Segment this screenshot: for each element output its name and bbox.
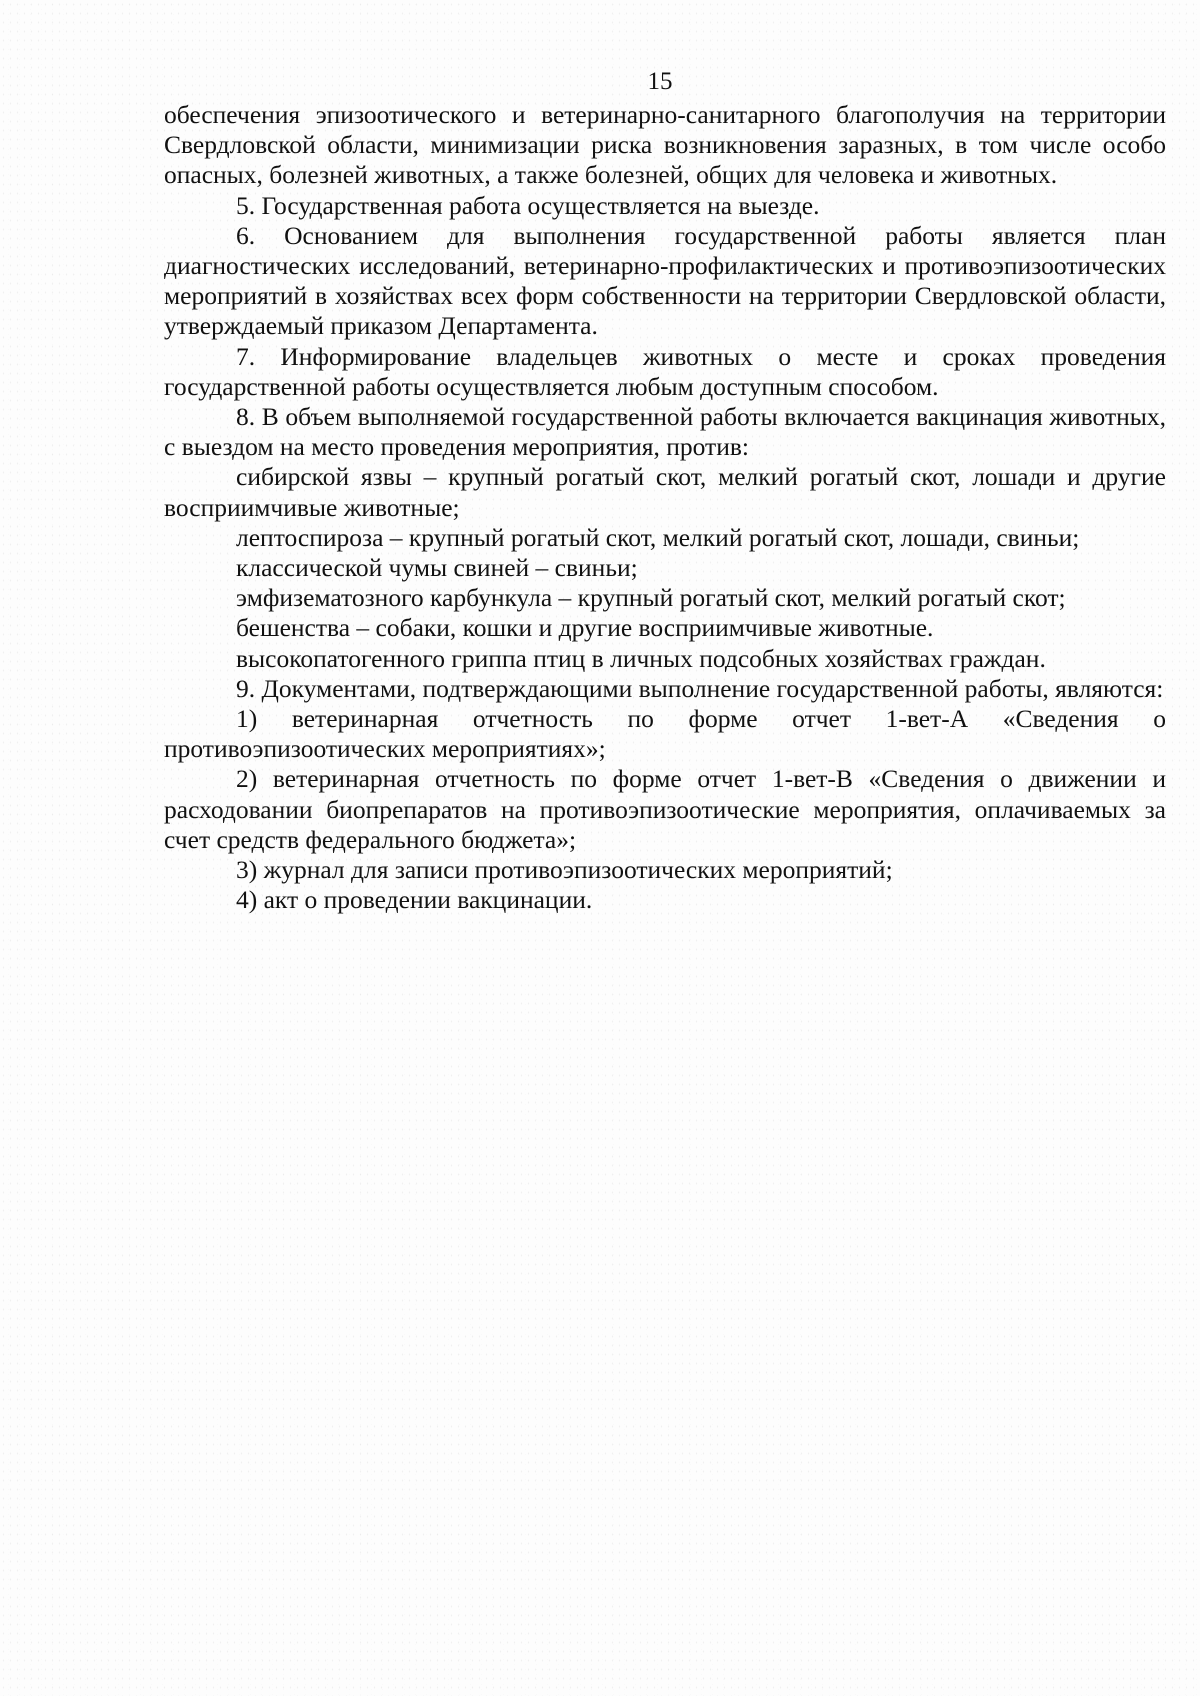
page-number: 15 bbox=[647, 68, 673, 95]
paragraph-item-6: 6. Основанием для выполнения государственной работы является план диагностических исследований, ветеринарно-профилактических и противоэпизоотических мероприятий в хозяйствах всех форм собственности на территории Свердловской области, утверждаемый приказом Департамента. bbox=[164, 220, 1166, 341]
vaccination-swine-fever: классической чумы свиней – свиньи; bbox=[236, 553, 638, 583]
vaccination-avian-influenza: высокопатогенного гриппа птиц в личных подсобных хозяйствах граждан. bbox=[236, 643, 1046, 673]
vaccination-blackleg: эмфизематозного карбункула – крупный рогатый скот, мелкий рогатый скот; bbox=[236, 583, 1066, 613]
document-item-1: 1) ветеринарная отчетность по форме отчет 1-вет-А «Сведения о противоэпизоотических мероприятиях»; bbox=[164, 704, 1166, 764]
vaccination-rabies: бешенства – собаки, кошки и другие восприимчивые животные. bbox=[236, 613, 934, 643]
document-item-3: 3) журнал для записи противоэпизоотических мероприятий; bbox=[236, 855, 893, 885]
paragraph-item-5: 5. Государственная работа осуществляется на выезде. bbox=[236, 190, 820, 220]
paragraph-item-7: 7. Информирование владельцев животных о месте и сроках проведения государственной работы осуществляется любым доступным способом. bbox=[164, 341, 1166, 401]
document-item-2: 2) ветеринарная отчетность по форме отчет 1-вет-В «Сведения о движении и расходовании биопрепаратов на противоэпизоотические мероприятия, оплачиваемых за счет средств федерального бюджета»; bbox=[164, 764, 1166, 854]
vaccination-anthrax: сибирской язвы – крупный рогатый скот, мелкий рогатый скот, лошади и другие восприимчивые животные; bbox=[164, 462, 1166, 522]
document-item-4: 4) акт о проведении вакцинации. bbox=[236, 885, 593, 915]
paragraph-item-9: 9. Документами, подтверждающими выполнение государственной работы, являются: bbox=[236, 673, 1164, 703]
document-body bbox=[164, 100, 1166, 915]
paragraph-continuation: обеспечения эпизоотического и ветеринарно-санитарного благополучия на территории Свердловской области, минимизации риска возникновения заразных, в том числе особо опасных, болезней животных, а также болезней, общих для человека и животных. bbox=[164, 100, 1166, 190]
paragraph-item-8: 8. В объем выполняемой государственной работы включается вакцинация животных, с выездом на место проведения мероприятия, против: bbox=[164, 402, 1166, 462]
vaccination-leptospirosis: лептоспироза – крупный рогатый скот, мелкий рогатый скот, лошади, свиньи; bbox=[236, 522, 1080, 552]
